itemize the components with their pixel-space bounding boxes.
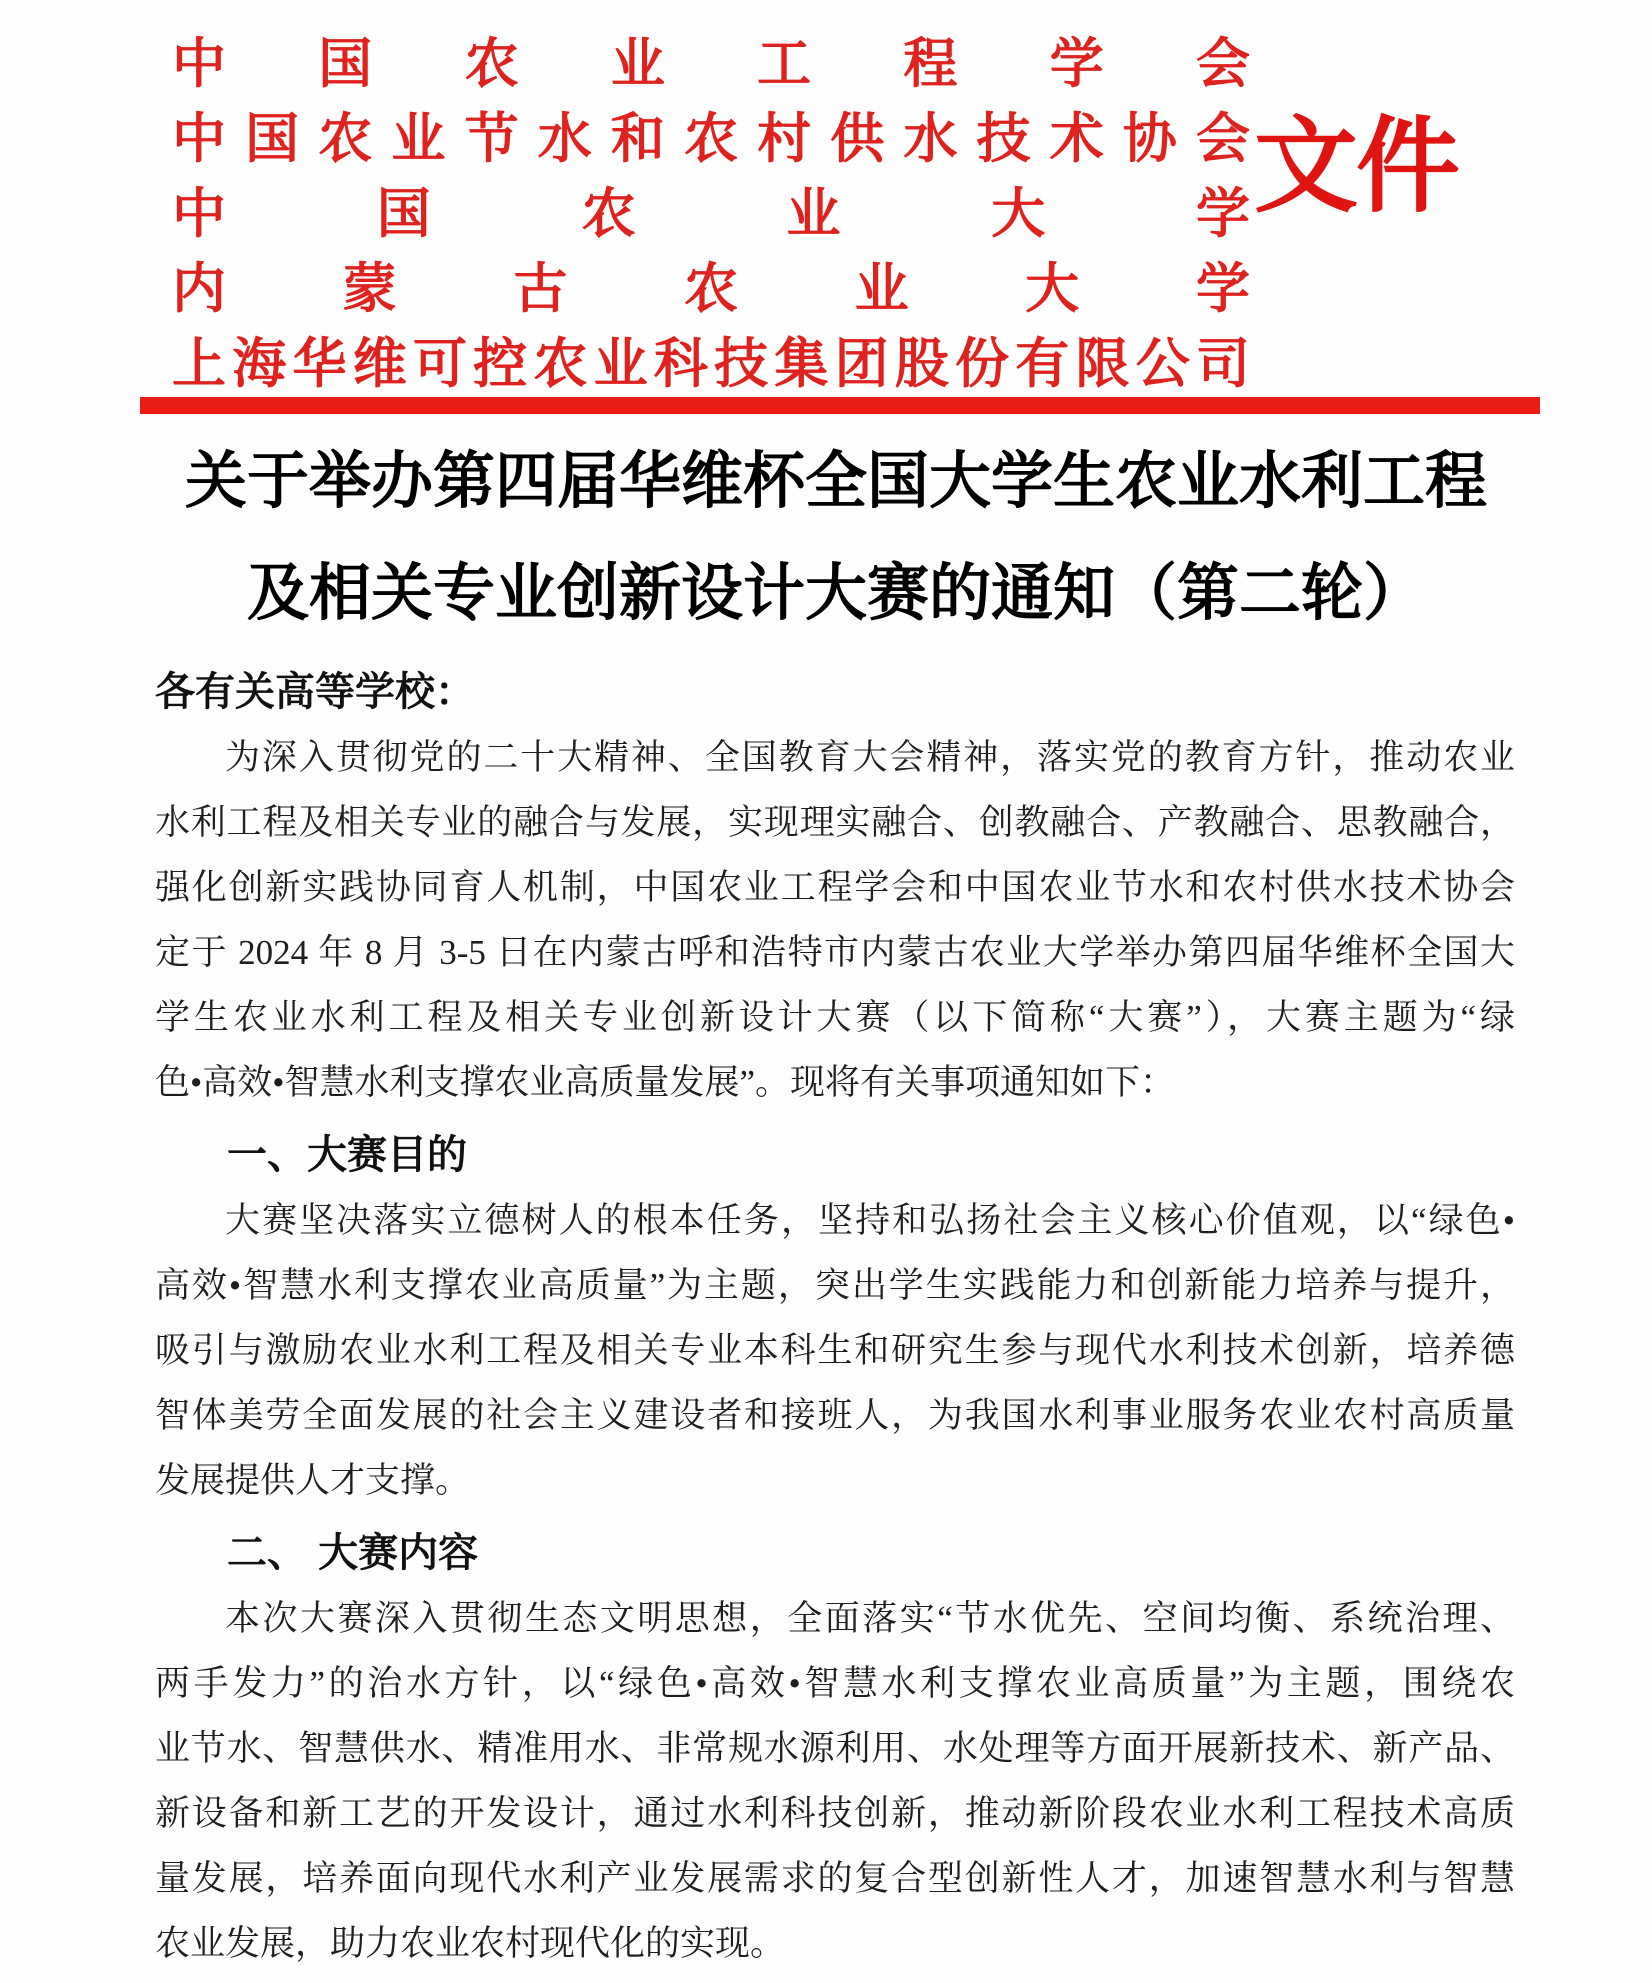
org-name-line-2: 中 国 农 业 节 水 和 农 村 供 水 技 术 协 会	[172, 109, 1250, 169]
section-heading-1: 一、大赛目的	[227, 1133, 467, 1177]
document-body	[155, 660, 1515, 1976]
org-name-line-5: 上 海 华 维 可 控 农 业 科 技 集 团 股 份 有 限 公 司	[172, 334, 1250, 394]
paragraph-line: 吸引与激励农业水利工程及相关专业本科生和研究生参与现代水利技术创新，培养德	[155, 1331, 1515, 1370]
org-name-line-3: 中 国 农 业 大 学	[172, 184, 1250, 244]
salutation: 各有关高等学校：	[155, 670, 475, 714]
paragraph-2	[155, 1188, 1515, 1513]
paragraph-line: 智体美劳全面发展的社会主义建设者和接班人，为我国水利事业服务农业农村高质量	[155, 1396, 1515, 1435]
letterhead-divider-rule	[140, 397, 1540, 414]
document-title-line-1: 关于举办第四届华维杯全国大学生农业水利工程	[184, 448, 1487, 516]
paragraph-line: 为深入贯彻党的二十大精神、全国教育大会精神，落实党的教育方针，推动农业	[225, 738, 1515, 777]
paragraph-line: 强化创新实践协同育人机制，中国农业工程学会和中国农业节水和农村供水技术协会	[155, 868, 1515, 907]
paragraph-line: 学生农业水利工程及相关专业创新设计大赛（以下简称“大赛”），大赛主题为“绿	[155, 998, 1515, 1037]
document-kind-label: 文件	[1254, 109, 1459, 225]
paragraph-line: 定于 2024 年 8 月 3-5 日在内蒙古呼和浩特市内蒙古农业大学举办第四届华维杯全国大	[155, 933, 1515, 972]
letterhead-org-list	[172, 22, 1250, 397]
paragraph-line: 业节水、智慧供水、精准用水、非常规水源利用、水处理等方面开展新技术、新产品、	[155, 1729, 1515, 1768]
org-name-line-1: 中 国 农 业 工 程 学 会	[172, 34, 1250, 94]
paragraph-line: 本次大赛深入贯彻生态文明思想，全面落实“节水优先、空间均衡、系统治理、	[225, 1599, 1515, 1638]
paragraph-line: 新设备和新工艺的开发设计，通过水利科技创新，推动新阶段农业水利工程技术高质	[155, 1794, 1515, 1833]
paragraph-line: 水利工程及相关专业的融合与发展，实现理实融合、创教融合、产教融合、思教融合，	[155, 803, 1515, 842]
paragraph-3	[155, 1586, 1515, 1976]
paragraph-line: 大赛坚决落实立德树人的根本任务，坚持和弘扬社会主义核心价值观，以“绿色•	[225, 1201, 1515, 1240]
letterhead	[0, 0, 1652, 397]
paragraph-line: 发展提供人才支撑。	[155, 1461, 471, 1500]
document-title-line-2: 及相关专业创新设计大赛的通知（第二轮）	[246, 560, 1425, 628]
paragraph-line: 高效•智慧水利支撑农业高质量”为主题，突出学生实践能力和创新能力培养与提升，	[155, 1266, 1515, 1305]
paragraph-line: 色•高效•智慧水利支撑农业高质量发展”。现将有关事项通知如下：	[155, 1063, 1176, 1102]
paragraph-line: 两手发力”的治水方针，以“绿色•高效•智慧水利支撑农业高质量”为主题，围绕农	[155, 1664, 1515, 1703]
paragraph-1	[155, 725, 1515, 1115]
document-title	[140, 426, 1532, 650]
section-heading-2: 二、 大赛内容	[227, 1531, 479, 1575]
paragraph-line: 量发展，培养面向现代水利产业发展需求的复合型创新性人才，加速智慧水利与智慧	[155, 1859, 1515, 1898]
paragraph-line: 农业发展，助力农业农村现代化的实现。	[155, 1924, 786, 1963]
org-name-line-4: 内 蒙 古 农 业 大 学	[172, 259, 1250, 319]
